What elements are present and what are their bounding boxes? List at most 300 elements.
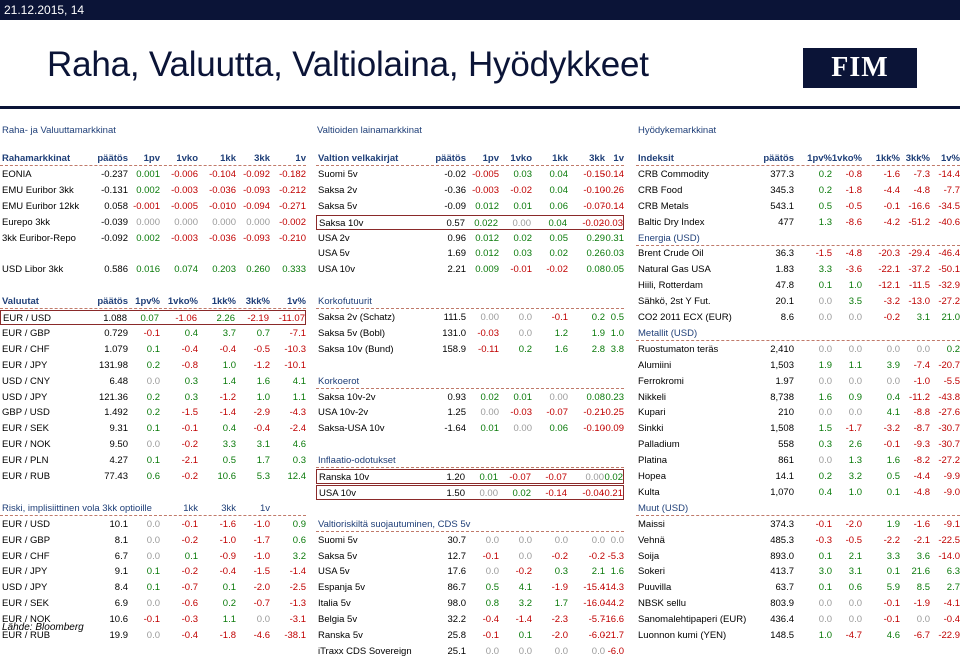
value-change: 3.0 bbox=[819, 564, 832, 579]
value-change: 0.07 bbox=[141, 311, 160, 326]
value-change: -0.02 bbox=[546, 262, 568, 277]
value-change: -0.07 bbox=[546, 405, 568, 420]
value-change: -0.2 bbox=[589, 549, 605, 564]
table-row bbox=[636, 390, 960, 405]
value-change: 0.04 bbox=[550, 167, 569, 182]
value-change: -16.0 bbox=[583, 596, 605, 611]
value-close: 1,070 bbox=[770, 485, 794, 500]
value-change: 0.002 bbox=[136, 183, 160, 198]
value-change: -0.2 bbox=[182, 437, 198, 452]
value-change: -0.010 bbox=[209, 199, 236, 214]
value-change: -2.0 bbox=[254, 580, 270, 595]
value-change: 0.01 bbox=[481, 421, 500, 436]
value-change: -1.6 bbox=[220, 517, 236, 532]
value-change: -4.4 bbox=[884, 183, 900, 198]
value-change: -50.1 bbox=[938, 262, 960, 277]
value-change: 21.0 bbox=[942, 310, 960, 325]
row-label: Muut (USD) bbox=[638, 501, 688, 516]
table-row bbox=[636, 421, 960, 436]
value-close: 20.1 bbox=[776, 294, 795, 309]
value-change: 0.04 bbox=[550, 183, 569, 198]
value-change: -0.1 bbox=[182, 421, 198, 436]
table-header-row bbox=[0, 294, 306, 309]
value-change: 0.0 bbox=[819, 405, 832, 420]
value-change: 0.7 bbox=[257, 326, 270, 341]
value-change: 0.0 bbox=[849, 374, 862, 389]
row-label: Saksa 5v (Bobl) bbox=[318, 326, 385, 341]
value-change: 1.1 bbox=[293, 390, 306, 405]
section-title-bonds: Valtioiden lainamarkkinat bbox=[317, 125, 422, 136]
value-change: -9.0 bbox=[944, 485, 960, 500]
value-change: 0.1 bbox=[887, 564, 900, 579]
value-change: -1.0 bbox=[254, 549, 270, 564]
value-close: 30.7 bbox=[448, 533, 467, 548]
value-change: 0.1 bbox=[887, 485, 900, 500]
value-close: 8,738 bbox=[770, 390, 794, 405]
value-change: 12.4 bbox=[288, 469, 307, 484]
value-change: 4.1 bbox=[887, 405, 900, 420]
table-row bbox=[316, 469, 624, 484]
date-bar bbox=[0, 0, 960, 20]
value-close: 131.98 bbox=[99, 358, 128, 373]
table-row bbox=[0, 183, 306, 198]
value-change: 0.00 bbox=[513, 216, 532, 231]
row-label: Saksa 10v bbox=[319, 216, 363, 231]
value-change: -0.1 bbox=[884, 437, 900, 452]
row-label: Valtion velkakirjat bbox=[318, 151, 398, 166]
value-change: 0.01 bbox=[514, 199, 533, 214]
page-title: Raha, Valuutta, Valtiolaina, Hyödykkeet bbox=[47, 45, 649, 85]
value-change: 4.1 bbox=[293, 374, 306, 389]
value-change: -0.10 bbox=[583, 421, 605, 436]
value-change: -8.8 bbox=[914, 405, 930, 420]
value-change: 0.333 bbox=[282, 262, 306, 277]
value-change: 1.9 bbox=[819, 358, 832, 373]
value-change: 10.6 bbox=[218, 469, 237, 484]
value-close: 0.96 bbox=[448, 231, 467, 246]
value-change: 3.9 bbox=[887, 358, 900, 373]
row-label: Soija bbox=[638, 549, 659, 564]
section-title-money-fx: Raha- ja Valuuttamarkkinat bbox=[2, 125, 116, 136]
value-close: 1.97 bbox=[776, 374, 795, 389]
value-change: 0.04 bbox=[549, 216, 568, 231]
table-row bbox=[0, 326, 306, 341]
table-row bbox=[0, 421, 306, 436]
value-change: 3.7 bbox=[223, 326, 236, 341]
value-close: 543.1 bbox=[770, 199, 794, 214]
value-change: -40.6 bbox=[938, 215, 960, 230]
value-close: 1.492 bbox=[104, 405, 128, 420]
value-change: 0.0 bbox=[917, 342, 930, 357]
value-change: 1v% bbox=[287, 294, 306, 309]
value-close: päätös bbox=[435, 151, 466, 166]
value-change: -0.2 bbox=[182, 469, 198, 484]
row-label: CRB Food bbox=[638, 183, 682, 198]
table-row bbox=[0, 580, 306, 595]
value-change: 0.02 bbox=[481, 390, 500, 405]
value-change: -0.3 bbox=[182, 612, 198, 627]
row-label: Inflaatio-odotukset bbox=[318, 453, 396, 468]
value-change: 0.0 bbox=[819, 294, 832, 309]
value-change: -0.271 bbox=[279, 199, 306, 214]
value-change: 0.03 bbox=[514, 246, 533, 261]
row-label: EUR / PLN bbox=[2, 453, 48, 468]
value-change: 0.2 bbox=[519, 342, 532, 357]
value-change: -0.6 bbox=[182, 596, 198, 611]
value-change: 0.0 bbox=[819, 453, 832, 468]
value-change: 1.9 bbox=[887, 517, 900, 532]
source-note: Lähde: Bloomberg bbox=[2, 622, 84, 633]
value-change: 0.2 bbox=[819, 183, 832, 198]
value-change: -15.4 bbox=[583, 580, 605, 595]
value-change: 2.7 bbox=[947, 580, 960, 595]
value-change: 0.0 bbox=[555, 533, 568, 548]
value-close: 8.1 bbox=[115, 533, 128, 548]
value-change: 0.012 bbox=[475, 199, 499, 214]
row-label: Espanja 5v bbox=[318, 580, 365, 595]
value-close: 148.5 bbox=[770, 628, 794, 643]
row-label: USA 2v bbox=[318, 231, 350, 246]
table-row bbox=[636, 437, 960, 452]
value-close: 1.69 bbox=[448, 246, 467, 261]
table-row bbox=[316, 564, 624, 579]
row-label: USA 5v bbox=[318, 246, 350, 261]
row-label: Suomi 5v bbox=[318, 167, 358, 182]
value-change: -0.4 bbox=[220, 564, 236, 579]
table-row bbox=[0, 167, 306, 182]
row-label: Alumiini bbox=[638, 358, 671, 373]
value-change: -3.1 bbox=[290, 612, 306, 627]
value-change: 0.1 bbox=[147, 453, 160, 468]
value-close: 0.93 bbox=[448, 390, 467, 405]
value-change: -0.4 bbox=[220, 342, 236, 357]
value-close: 121.36 bbox=[99, 390, 128, 405]
value-close: 893.0 bbox=[770, 549, 794, 564]
row-label: Nikkeli bbox=[638, 390, 666, 405]
value-change: -5.7 bbox=[589, 612, 605, 627]
value-close: 477 bbox=[778, 215, 794, 230]
value-close: päätös bbox=[97, 151, 128, 166]
value-change: -0.8 bbox=[846, 167, 862, 182]
value-change: -0.26 bbox=[602, 183, 624, 198]
row-label: Kulta bbox=[638, 485, 660, 500]
value-change: -7.4 bbox=[914, 358, 930, 373]
value-change: 0.08 bbox=[587, 390, 606, 405]
table-row bbox=[0, 453, 306, 468]
header-rule bbox=[0, 106, 960, 109]
value-change: 3kk% bbox=[906, 151, 930, 166]
value-close: 1,503 bbox=[770, 358, 794, 373]
value-change: 0.3 bbox=[555, 564, 568, 579]
value-change: -0.1 bbox=[552, 310, 568, 325]
row-label: EONIA bbox=[2, 167, 32, 182]
value-change: -0.003 bbox=[472, 183, 499, 198]
value-change: 1pv% bbox=[807, 151, 832, 166]
value-change: -1.4 bbox=[220, 405, 236, 420]
value-change: 0.000 bbox=[246, 215, 270, 230]
value-change: 0.29 bbox=[587, 231, 606, 246]
value-change: -2.5 bbox=[290, 580, 306, 595]
row-label: Rahamarkkinat bbox=[2, 151, 70, 166]
value-change: -0.003 bbox=[171, 231, 198, 246]
table-row bbox=[636, 533, 960, 548]
table-row bbox=[0, 374, 306, 389]
value-change: 0.0 bbox=[147, 374, 160, 389]
row-label: EUR / JPY bbox=[2, 358, 47, 373]
value-change: 2.1 bbox=[849, 549, 862, 564]
table-row bbox=[636, 564, 960, 579]
value-change: 0.1 bbox=[147, 580, 160, 595]
value-change: 0.0 bbox=[519, 310, 532, 325]
value-change: -0.7 bbox=[254, 596, 270, 611]
value-change: 1.3 bbox=[819, 215, 832, 230]
value-close: päätös bbox=[763, 151, 794, 166]
value-change: -14.3 bbox=[602, 580, 624, 595]
value-change: -0.093 bbox=[243, 231, 270, 246]
value-change: -10.1 bbox=[284, 358, 306, 373]
value-change: 1.1 bbox=[223, 612, 236, 627]
value-change: 3.3 bbox=[819, 262, 832, 277]
value-change: -9.1 bbox=[944, 517, 960, 532]
value-change: 1vko% bbox=[832, 151, 862, 166]
row-label: Saksa 5v bbox=[318, 199, 357, 214]
value-change: 1.6 bbox=[611, 564, 624, 579]
table-row bbox=[0, 231, 306, 246]
value-change: 0.3 bbox=[185, 390, 198, 405]
table-row bbox=[316, 246, 624, 261]
value-change: -44.2 bbox=[602, 596, 624, 611]
value-change: -22.1 bbox=[878, 262, 900, 277]
value-change: -20.3 bbox=[878, 246, 900, 261]
table-header-row bbox=[636, 501, 960, 516]
value-change: -1.2 bbox=[254, 358, 270, 373]
value-change: 0.00 bbox=[481, 310, 500, 325]
row-label: USD / JPY bbox=[2, 580, 47, 595]
table-row bbox=[316, 612, 624, 627]
row-label: Suomi 5v bbox=[318, 533, 358, 548]
value-change: 0.01 bbox=[514, 390, 533, 405]
value-change: -27.2 bbox=[938, 294, 960, 309]
table-row bbox=[316, 231, 624, 246]
value-change: -9.3 bbox=[914, 437, 930, 452]
value-change: -0.1 bbox=[144, 326, 160, 341]
value-close: 158.9 bbox=[442, 342, 466, 357]
value-close: 111.5 bbox=[444, 310, 466, 325]
table-row bbox=[316, 262, 624, 277]
value-change: -0.21 bbox=[583, 405, 605, 420]
value-change: 0.5 bbox=[819, 199, 832, 214]
row-label: USD Libor 3kk bbox=[2, 262, 63, 277]
value-change: 2.1 bbox=[592, 564, 605, 579]
value-change: 1pv% bbox=[135, 294, 160, 309]
row-label: USA 10v bbox=[318, 262, 355, 277]
value-change: 1vko% bbox=[168, 294, 198, 309]
value-change: 3.1 bbox=[257, 437, 270, 452]
row-label: Ferrokromi bbox=[638, 374, 684, 389]
value-change: -1.06 bbox=[175, 311, 197, 326]
value-change: 3.6 bbox=[917, 549, 930, 564]
value-change: 2.26 bbox=[217, 311, 236, 326]
value-close: 98.0 bbox=[448, 596, 467, 611]
table-row bbox=[316, 485, 624, 500]
row-label: 3kk Euribor-Repo bbox=[2, 231, 76, 246]
value-change: -29.4 bbox=[908, 246, 930, 261]
value-change: -0.1 bbox=[884, 199, 900, 214]
value-change: 1.9 bbox=[592, 326, 605, 341]
row-label: USA 5v bbox=[318, 564, 350, 579]
row-label: CRB Commodity bbox=[638, 167, 709, 182]
row-label: Maissi bbox=[638, 517, 665, 532]
row-label: Eurepo 3kk bbox=[2, 215, 50, 230]
value-change: -12.1 bbox=[878, 278, 900, 293]
value-change: -0.212 bbox=[279, 183, 306, 198]
row-label: EUR / NOK bbox=[2, 612, 51, 627]
value-close: 413.7 bbox=[770, 564, 794, 579]
value-close: 803.9 bbox=[770, 596, 794, 611]
value-close: -0.039 bbox=[101, 215, 128, 230]
value-close: -0.02 bbox=[444, 167, 466, 182]
value-change: 1.7 bbox=[257, 453, 270, 468]
value-close: 558 bbox=[778, 437, 794, 452]
value-change: -8.2 bbox=[914, 453, 930, 468]
value-change: -1.8 bbox=[846, 183, 862, 198]
row-label: USA 10v bbox=[319, 486, 356, 501]
value-change: 0.0 bbox=[592, 533, 605, 548]
value-change: -0.14 bbox=[602, 167, 624, 182]
value-change: 0.31 bbox=[606, 231, 625, 246]
value-change: 0.02 bbox=[550, 246, 569, 261]
table-row bbox=[636, 580, 960, 595]
value-change: -8.7 bbox=[914, 421, 930, 436]
table-header-row bbox=[316, 294, 624, 309]
value-change: -1.2 bbox=[220, 390, 236, 405]
table-row bbox=[0, 358, 306, 373]
value-close: 436.4 bbox=[770, 612, 794, 627]
table-row bbox=[316, 533, 624, 548]
value-change: -0.5 bbox=[846, 533, 862, 548]
value-change: -0.01 bbox=[510, 262, 532, 277]
value-change: -0.25 bbox=[602, 405, 624, 420]
value-change: -0.1 bbox=[884, 612, 900, 627]
value-change: -0.07 bbox=[509, 470, 531, 485]
value-change: 1.1 bbox=[849, 358, 862, 373]
row-label: Luonnon kumi (YEN) bbox=[638, 628, 726, 643]
value-change: 0.9 bbox=[849, 390, 862, 405]
value-change: 1kk% bbox=[876, 151, 900, 166]
row-label: Puuvilla bbox=[638, 580, 671, 595]
table-row bbox=[636, 517, 960, 532]
table-row bbox=[636, 405, 960, 420]
value-change: -8.6 bbox=[846, 215, 862, 230]
row-label: EUR / RUB bbox=[2, 469, 50, 484]
table-row bbox=[316, 405, 624, 420]
value-close: 25.1 bbox=[448, 644, 467, 659]
value-change: 2.6 bbox=[849, 437, 862, 452]
row-label: Sanomalehtipaperi (EUR) bbox=[638, 612, 746, 627]
value-change: -3.6 bbox=[846, 262, 862, 277]
value-change: 0.012 bbox=[475, 231, 499, 246]
value-change: 0.1 bbox=[185, 549, 198, 564]
value-change: -2.0 bbox=[552, 628, 568, 643]
row-label: Korkoerot bbox=[318, 374, 359, 389]
table-row bbox=[0, 215, 306, 230]
value-change: -0.005 bbox=[472, 167, 499, 182]
value-change: 0.0 bbox=[887, 342, 900, 357]
value-change: -1.6 bbox=[914, 517, 930, 532]
row-label: EUR / JPY bbox=[2, 564, 47, 579]
value-change: -0.002 bbox=[279, 215, 306, 230]
value-change: 0.6 bbox=[147, 469, 160, 484]
value-change: 0.022 bbox=[474, 216, 498, 231]
value-change: 0.4 bbox=[887, 390, 900, 405]
value-change: -22.9 bbox=[938, 628, 960, 643]
row-label: GBP / USD bbox=[2, 405, 50, 420]
value-change: -4.2 bbox=[884, 215, 900, 230]
value-close: 1.088 bbox=[103, 311, 127, 326]
value-change: 3.1 bbox=[917, 310, 930, 325]
value-change: -3.2 bbox=[884, 421, 900, 436]
value-change: -0.3 bbox=[816, 533, 832, 548]
value-close: -0.092 bbox=[101, 231, 128, 246]
value-change: 0.5 bbox=[887, 469, 900, 484]
value-close: 32.2 bbox=[448, 612, 467, 627]
value-close: -0.36 bbox=[444, 183, 466, 198]
value-change: 0.0 bbox=[147, 628, 160, 643]
value-change: -0.02 bbox=[510, 183, 532, 198]
value-close: 63.7 bbox=[776, 580, 795, 595]
value-close: 36.3 bbox=[776, 246, 795, 261]
value-change: 0.2 bbox=[147, 405, 160, 420]
value-change: -1.7 bbox=[846, 421, 862, 436]
row-label: Palladium bbox=[638, 437, 680, 452]
value-change: 0.00 bbox=[586, 470, 605, 485]
value-close: 4.27 bbox=[110, 453, 129, 468]
value-change: -2.19 bbox=[247, 311, 269, 326]
value-close: 377.3 bbox=[770, 167, 794, 182]
row-label: NBSK sellu bbox=[638, 596, 686, 611]
value-change: 0.3 bbox=[185, 374, 198, 389]
table-row bbox=[636, 310, 960, 325]
value-change: -0.4 bbox=[182, 628, 198, 643]
row-label: EUR / CHF bbox=[2, 549, 50, 564]
row-label: EUR / GBP bbox=[2, 533, 50, 548]
value-change: -14.4 bbox=[938, 167, 960, 182]
table-row bbox=[316, 326, 624, 341]
value-change: 0.0 bbox=[819, 342, 832, 357]
value-change: -9.9 bbox=[944, 469, 960, 484]
value-change: -0.03 bbox=[477, 326, 499, 341]
value-change: 1v bbox=[295, 151, 306, 166]
value-change: -0.093 bbox=[243, 183, 270, 198]
value-change: -2.1 bbox=[182, 453, 198, 468]
value-change: 1.4 bbox=[223, 374, 236, 389]
row-label: Sähkö, 2st Y Fut. bbox=[638, 294, 711, 309]
value-change: -0.10 bbox=[583, 183, 605, 198]
value-close: 1,508 bbox=[770, 421, 794, 436]
value-close: 47.8 bbox=[776, 278, 795, 293]
value-close: -0.131 bbox=[101, 183, 128, 198]
value-change: 0.012 bbox=[475, 246, 499, 261]
table-row bbox=[316, 215, 624, 230]
value-close: 6.9 bbox=[115, 596, 128, 611]
value-change: 0.0 bbox=[819, 374, 832, 389]
value-close: 2.21 bbox=[448, 262, 467, 277]
value-change: -0.4 bbox=[182, 342, 198, 357]
table-row bbox=[636, 453, 960, 468]
value-change: -11.5 bbox=[909, 278, 930, 293]
row-label: Natural Gas USA bbox=[638, 262, 711, 277]
value-change: -43.8 bbox=[938, 390, 960, 405]
